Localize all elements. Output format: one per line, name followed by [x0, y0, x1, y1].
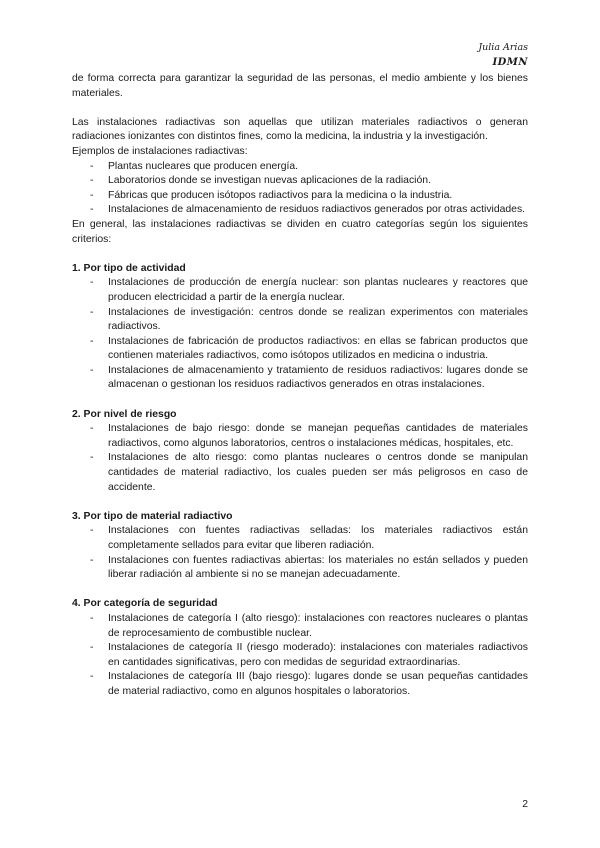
- list-item: - Instalaciones de fabricación de productos radiactivos: en ellas se fabrican productos que contienen materiales radiactivos, como isótopos utilizados en medicina o industria.: [90, 335, 528, 364]
- list-item: - Instalaciones de categoría III (bajo riesgo): lugares donde se usan pequeñas cantidades de material radiactivo, como en algunos hospitales o laboratorios.: [90, 670, 528, 699]
- document-body: [72, 72, 528, 700]
- list-item: - Instalaciones con fuentes radiactivas selladas: los materiales radiactivos están completamente sellados para evitar que liberen radiación.: [90, 524, 528, 553]
- list-item: - Instalaciones de investigación: centros donde se realizan experimentos con materiales radiactivos.: [90, 306, 528, 335]
- criteria-intro: En general, las instalaciones radiactivas se dividen en cuatro categorías según los siguientes criterios:: [72, 218, 528, 245]
- list-item: - Instalaciones de bajo riesgo: donde se manejan pequeñas cantidades de materiales radiactivos, como algunos laboratorios, centros o instalaciones médicas, hospitales, etc.: [90, 422, 528, 451]
- page-header: [478, 40, 528, 70]
- section-title-risk: 2. Por nivel de riesgo: [72, 408, 177, 420]
- list-item: - Instalaciones de alto riesgo: como plantas nucleares o centros donde se manipulan cantidades de material radiactivo, los cuales pueden ser más peligrosos en caso de accidente.: [90, 451, 528, 495]
- page-number: 2: [522, 799, 528, 810]
- activity-list: [90, 276, 528, 393]
- list-item: - Instalaciones de almacenamiento de residuos radiactivos generados por otras actividades.: [90, 203, 528, 218]
- material-list: [90, 524, 528, 582]
- list-item: - Instalaciones de almacenamiento y tratamiento de residuos radiactivos: lugares donde se almacenan o gestionan los residuos radiactivos generados en otras instalaciones.: [90, 364, 528, 393]
- list-item: - Instalaciones de categoría I (alto riesgo): instalaciones con reactores nucleares o plantas de reprocesamiento de combustible nuclear.: [90, 612, 528, 641]
- list-item: - Laboratorios donde se investigan nuevas aplicaciones de la radiación.: [90, 174, 528, 189]
- list-item: - Instalaciones con fuentes radiactivas abiertas: los materiales no están sellados y pueden liberar radiación al ambiente si no se manejan adecuadamente.: [90, 554, 528, 583]
- list-item: - Instalaciones de categoría II (riesgo moderado): instalaciones con materiales radiactivos en cantidades significativas, pero con medidas de seguridad extraordinarias.: [90, 641, 528, 670]
- list-item: - Fábricas que producen isótopos radiactivos para la medicina o la industria.: [90, 189, 528, 204]
- safety-list: [90, 612, 528, 700]
- risk-list: [90, 422, 528, 495]
- examples-list: [90, 160, 528, 218]
- list-item: - Plantas nucleares que producen energía.: [90, 160, 528, 175]
- organization-name: IDMN: [492, 57, 528, 68]
- author-name: Julia Arias: [478, 42, 528, 53]
- list-item: - Instalaciones de producción de energía nuclear: son plantas nucleares y reactores que producen electricidad a partir de la energía nuclear.: [90, 276, 528, 305]
- intro-continuation: de forma correcta para garantizar la seguridad de las personas, el medio ambiente y los bienes materiales.: [72, 73, 528, 99]
- section-title-safety: 4. Por categoría de seguridad: [72, 598, 218, 610]
- section-title-material: 3. Por tipo de material radiactivo: [72, 510, 233, 522]
- examples-intro: Ejemplos de instalaciones radiactivas:: [72, 145, 248, 157]
- definition-paragraph: Las instalaciones radiactivas son aquellas que utilizan materiales radiactivos o generan radiaciones ionizantes con distintos fines, como la medicina, la industria y la investigación.: [72, 116, 528, 143]
- section-title-activity: 1. Por tipo de actividad: [72, 262, 186, 274]
